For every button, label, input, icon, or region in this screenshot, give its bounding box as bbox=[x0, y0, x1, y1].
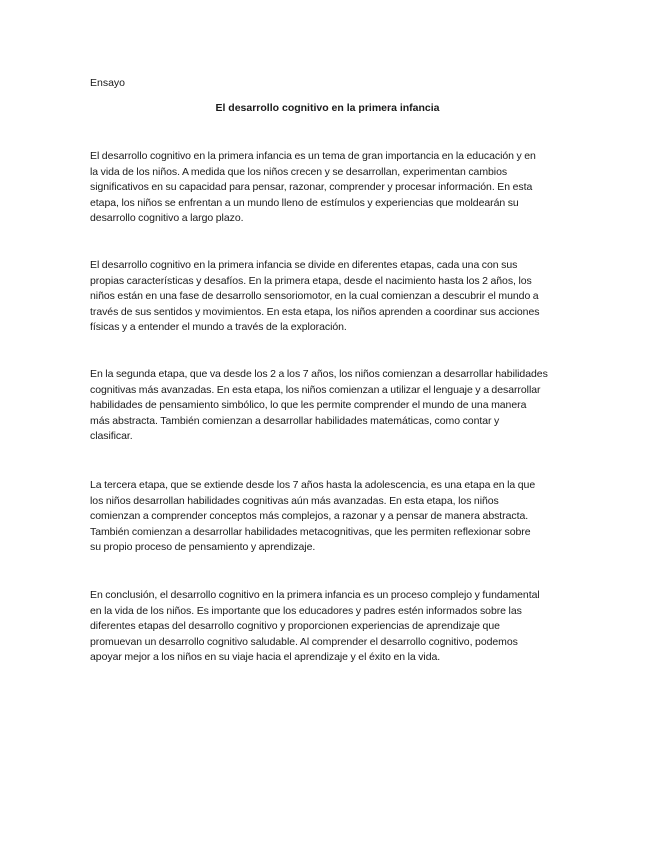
text-line: cognitivas más avanzadas. En esta etapa, los niños comienzan a utilizar el lenguaje y a desarrollar bbox=[90, 383, 541, 396]
text-line: más abstracta. También comienzan a desarrollar habilidades matemáticas, como contar y bbox=[90, 414, 500, 427]
text-line: habilidades de pensamiento simbólico, lo que les permite comprender el mundo de una manera bbox=[90, 399, 527, 411]
text-line: su propio proceso de pensamiento y aprendizaje. bbox=[90, 541, 316, 553]
paragraph-4 bbox=[90, 478, 568, 556]
text-line: comienzan a comprender conceptos más complejos, a razonar y a pensar de manera abstracta. bbox=[90, 510, 529, 522]
paragraph-1 bbox=[90, 149, 568, 227]
text-line: desarrollo cognitivo a largo plazo. bbox=[90, 212, 244, 224]
text-line: niños están en una fase de desarrollo sensoriomotor, en la cual comienzan a descubrir el mundo a bbox=[90, 290, 539, 302]
text-line: promuevan un desarrollo cognitivo saludable. Al comprender el desarrollo cognitivo, podemos bbox=[90, 635, 518, 648]
text-line: clasificar. bbox=[90, 430, 133, 442]
text-line: propias características y desafíos. En la primera etapa, desde el nacimiento hasta los 2 años, los bbox=[90, 274, 532, 287]
text-line: diferentes etapas del desarrollo cognitivo y proporcionen experiencias de aprendizaje que bbox=[90, 620, 500, 632]
text-line: La tercera etapa, que se extiende desde los 7 años hasta la adolescencia, es una etapa en la que bbox=[90, 479, 536, 491]
document-title: El desarrollo cognitivo en la primera infancia bbox=[215, 102, 440, 114]
text-line: los niños desarrollan habilidades cognitivas aún más avanzadas. En esta etapa, los niños bbox=[90, 494, 499, 507]
text-line: en la vida de los niños. Es importante que los educadores y padres estén informados sobre las bbox=[90, 604, 522, 617]
text-line: El desarrollo cognitivo en la primera infancia se divide en diferentes etapas, cada una con sus bbox=[90, 259, 518, 271]
text-line: apoyar mejor a los niños en su viaje hacia el aprendizaje y el éxito en la vida. bbox=[90, 651, 441, 663]
text-line: físicas y a entender el mundo a través de la exploración. bbox=[90, 321, 347, 333]
text-line: También comienzan a desarrollar habilidades metacognitivas, que les permiten reflexionar sobre bbox=[90, 525, 531, 538]
text-line: El desarrollo cognitivo en la primera infancia es un tema de gran importancia en la educación y en bbox=[90, 150, 536, 162]
paragraph-2 bbox=[90, 258, 568, 336]
text-line: En la segunda etapa, que va desde los 2 a los 7 años, los niños comienzan a desarrollar habilidades bbox=[90, 368, 548, 380]
text-line: etapa, los niños se enfrentan a un mundo lleno de estímulos y experiencias que moldearán su bbox=[90, 196, 519, 209]
text-line: través de sus sentidos y movimientos. En esta etapa, los niños aprenden a coordinar sus acciones bbox=[90, 305, 540, 318]
text-line: significativos en su capacidad para pensar, razonar, comprender y procesar información. En esta bbox=[90, 181, 533, 193]
text-line: En conclusión, el desarrollo cognitivo en la primera infancia es un proceso complejo y fundamental bbox=[90, 589, 540, 601]
document-label: Ensayo bbox=[90, 77, 126, 89]
paragraph-5 bbox=[90, 588, 568, 666]
paragraph-3 bbox=[90, 367, 568, 445]
text-line: la vida de los niños. A medida que los niños crecen y se desarrollan, experimentan cambios bbox=[90, 165, 508, 178]
